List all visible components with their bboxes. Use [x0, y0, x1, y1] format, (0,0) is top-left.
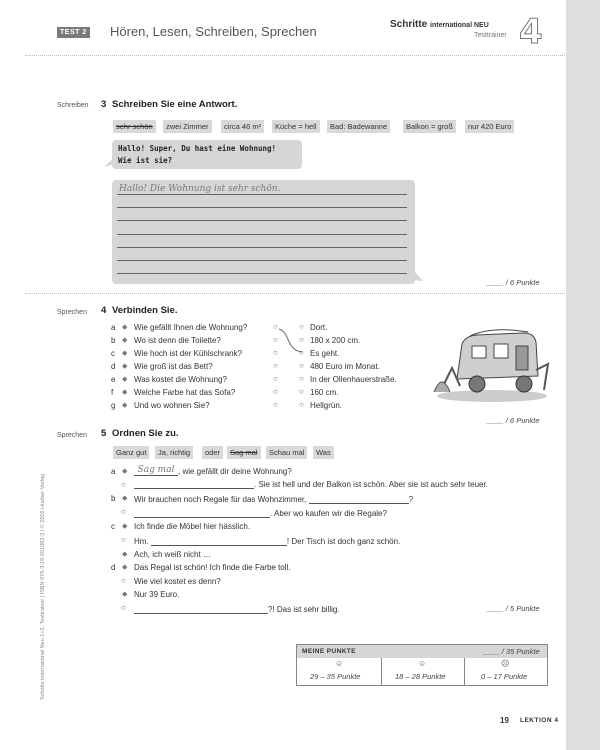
- circle-bullet-icon: ○: [121, 603, 126, 612]
- answer-blank[interactable]: [151, 536, 287, 546]
- word-chip: Ja, richtig: [155, 446, 193, 459]
- word-chip: Schau mal: [266, 446, 307, 459]
- word-chip: Was: [313, 446, 334, 459]
- dialogue-text: Das Regal ist schön! Ich finde die Farbe toll.: [134, 563, 291, 572]
- dialogue-line-c2: [134, 536, 400, 546]
- dialogue-text: ! Der Tisch ist doch ganz schön.: [286, 537, 401, 546]
- section-label-schreiben: Schreiben: [57, 102, 89, 109]
- word-chip: nur 420 Euro: [465, 120, 514, 133]
- question-item: Und wo wohnen Sie?: [134, 401, 210, 410]
- diamond-bullet-icon: ◆: [122, 324, 128, 331]
- item-letter: c: [111, 522, 115, 531]
- match-point[interactable]: ○: [299, 335, 304, 344]
- dialogue-text: . Aber wo kaufen wir die Regale?: [270, 509, 387, 518]
- task-title: Schreiben Sie eine Antwort.: [112, 99, 238, 110]
- item-letter: d: [111, 563, 116, 572]
- bubble-tail: [104, 158, 114, 168]
- writing-line: [117, 234, 407, 235]
- score-range: 18 – 28 Punkte: [395, 672, 446, 681]
- score-divider: [381, 658, 382, 685]
- item-letter: c: [111, 349, 115, 358]
- word-chip: Küche = hell: [272, 120, 320, 133]
- brand-title: [390, 19, 489, 30]
- word-chip: circa 46 m²: [221, 120, 264, 133]
- answer-box[interactable]: [112, 180, 415, 284]
- dialogue-line-a1: [134, 465, 292, 476]
- diamond-bullet-icon: ◆: [122, 402, 128, 409]
- points-task-3: ____ / 6 Punkte: [487, 278, 540, 287]
- dialogue-line-a2: [134, 479, 488, 489]
- neutral-face-icon: ☺: [418, 659, 427, 668]
- diamond-bullet-icon: ◆: [122, 495, 128, 502]
- writing-line: [117, 220, 407, 221]
- score-range: 29 – 35 Punkte: [310, 672, 361, 681]
- answer-item: 160 cm.: [310, 388, 339, 397]
- diamond-bullet-icon: ◆: [122, 389, 128, 396]
- answer-blank[interactable]: [134, 604, 268, 614]
- dialogue-text: Hm.: [134, 537, 149, 546]
- dialogue-text: ?! Das ist sehr billig.: [268, 605, 340, 614]
- word-chip: Sag mal: [227, 446, 261, 459]
- word-chip: Bad: Badewanne: [327, 120, 390, 133]
- diamond-bullet-icon: ◆: [122, 468, 128, 475]
- diamond-bullet-icon: ◆: [122, 350, 128, 357]
- section-divider: [25, 293, 565, 294]
- dialogue-text: Ach, ich weiß nicht …: [134, 550, 211, 559]
- word-chip: oder: [202, 446, 223, 459]
- writing-line: [117, 194, 407, 195]
- dialogue-text: Wir brauchen noch Regale für das Wohnzimmer,: [134, 495, 307, 504]
- match-point[interactable]: ○: [273, 348, 278, 357]
- question-item: Wo ist denn die Toilette?: [134, 336, 221, 345]
- match-point[interactable]: ○: [299, 400, 304, 409]
- match-point[interactable]: ○: [299, 322, 304, 331]
- task-number: 4: [101, 305, 107, 316]
- answer-example: Hallo! Die Wohnung ist sehr schön.: [119, 184, 281, 194]
- message-line-2: Wie ist sie?: [118, 156, 173, 165]
- answer-item: Es geht.: [310, 349, 340, 358]
- word-chip: sehr schön: [113, 120, 156, 133]
- answer-item: Hellgrün.: [310, 401, 343, 410]
- lesson-number: 4: [519, 12, 543, 52]
- answer-blank[interactable]: [309, 494, 409, 504]
- example-connector-line: [276, 324, 306, 356]
- dialogue-text: ?: [408, 495, 414, 504]
- answer-box-tail: [413, 270, 423, 282]
- brand-subtitle: Testtrainer: [474, 32, 507, 39]
- dialogue-line-b2: [134, 508, 387, 518]
- word-chip: zwei Zimmer: [163, 120, 212, 133]
- diamond-bullet-icon: ◆: [122, 523, 128, 530]
- item-letter: b: [111, 494, 116, 503]
- dialogue-line-b1: [134, 494, 413, 504]
- brand-main: Schritte: [390, 19, 428, 30]
- answer-item: In der Ollenhauerstraße.: [310, 375, 397, 384]
- lesson-footer: LEKTION 4: [520, 717, 559, 724]
- score-total: ____ / 35 Punkte: [483, 647, 540, 656]
- copyright-notice: Schritte international Neu 1+2, Testtrainer | ISBN 978-3-19-551082-3 | © 2016 Hueber Verlag: [40, 473, 46, 700]
- item-letter: a: [111, 323, 116, 332]
- item-letter: f: [111, 388, 114, 397]
- happy-face-icon: ☺: [335, 659, 344, 668]
- message-line-1: Hallo! Super, Du hast eine Wohnung!: [118, 144, 277, 153]
- points-task-5: ____ / 5 Punkte: [487, 604, 540, 613]
- match-point[interactable]: ○: [273, 322, 278, 331]
- question-item: Was kostet die Wohnung?: [134, 375, 227, 384]
- caravan-illustration: [432, 324, 550, 404]
- circle-bullet-icon: ○: [121, 535, 126, 544]
- question-item: Wie hoch ist der Kühlschrank?: [134, 349, 243, 358]
- answer-blank[interactable]: [134, 508, 270, 518]
- section-label-sprechen: Sprechen: [57, 432, 87, 439]
- message-bubble: [112, 140, 302, 169]
- dialogue-text: Nur 39 Euro.: [134, 590, 180, 599]
- match-point[interactable]: ○: [273, 387, 278, 396]
- task-number: 3: [101, 99, 107, 110]
- points-task-4: ____ / 6 Punkte: [487, 416, 540, 425]
- circle-bullet-icon: ○: [121, 576, 126, 585]
- match-point[interactable]: ○: [299, 348, 304, 357]
- page-edge-strip: [566, 0, 600, 750]
- answer-blank[interactable]: [134, 479, 254, 489]
- item-letter: e: [111, 375, 116, 384]
- dialogue-text: Ich finde die Möbel hier hässlich.: [134, 522, 251, 531]
- task-number: 5: [101, 428, 107, 439]
- task-title: Ordnen Sie zu.: [112, 428, 179, 439]
- match-point[interactable]: ○: [273, 335, 278, 344]
- dialogue-line-d4: [134, 604, 340, 614]
- page-number: 19: [500, 716, 509, 725]
- match-point[interactable]: ○: [299, 374, 304, 383]
- question-item: Wie groß ist das Bett?: [134, 362, 213, 371]
- sad-face-icon: ☹: [501, 659, 510, 668]
- diamond-bullet-icon: ◆: [122, 363, 128, 370]
- diamond-bullet-icon: ◆: [122, 551, 128, 558]
- score-range: 0 – 17 Punkte: [481, 672, 528, 681]
- match-point[interactable]: ○: [273, 400, 278, 409]
- page-title: Hören, Lesen, Schreiben, Sprechen: [110, 24, 317, 39]
- dialogue-text: , wie gefällt dir deine Wohnung?: [178, 467, 292, 476]
- writing-line: [117, 273, 407, 274]
- score-table: [296, 644, 548, 686]
- writing-line: [117, 207, 407, 208]
- task-title: Verbinden Sie.: [112, 305, 178, 316]
- brand-sub: international NEU: [430, 22, 489, 29]
- diamond-bullet-icon: ◆: [122, 337, 128, 344]
- question-item: Welche Farbe hat das Sofa?: [134, 388, 236, 397]
- dialogue-text: . Sie ist hell und der Balkon ist schön. Aber sie ist auch sehr teuer.: [254, 480, 488, 489]
- item-letter: d: [111, 362, 116, 371]
- writing-line: [117, 247, 407, 248]
- item-letter: g: [111, 401, 116, 410]
- answer-item: Dort.: [310, 323, 328, 332]
- dialogue-text: Wie viel kostet es denn?: [134, 577, 221, 586]
- diamond-bullet-icon: ◆: [122, 376, 128, 383]
- item-letter: b: [111, 336, 116, 345]
- section-label-sprechen: Sprechen: [57, 309, 87, 316]
- example-answer: Sag mal: [134, 465, 178, 476]
- header-divider: [25, 55, 565, 56]
- match-point[interactable]: ○: [299, 387, 304, 396]
- score-divider: [464, 658, 465, 685]
- score-heading: MEINE PUNKTE: [302, 648, 356, 655]
- match-point[interactable]: ○: [299, 361, 304, 370]
- circle-bullet-icon: ○: [121, 480, 126, 489]
- answer-item: 480 Euro im Monat.: [310, 362, 380, 371]
- word-chip: Ganz gut: [113, 446, 149, 459]
- diamond-bullet-icon: ◆: [122, 564, 128, 571]
- circle-bullet-icon: ○: [121, 507, 126, 516]
- word-chip: Balkon = groß: [403, 120, 456, 133]
- match-point[interactable]: ○: [273, 361, 278, 370]
- answer-item: 180 x 200 cm.: [310, 336, 361, 345]
- question-item: Wie gefällt Ihnen die Wohnung?: [134, 323, 248, 332]
- diamond-bullet-icon: ◆: [122, 591, 128, 598]
- writing-line: [117, 260, 407, 261]
- test-badge: TEST 2: [57, 27, 90, 38]
- match-point[interactable]: ○: [273, 374, 278, 383]
- item-letter: a: [111, 467, 116, 476]
